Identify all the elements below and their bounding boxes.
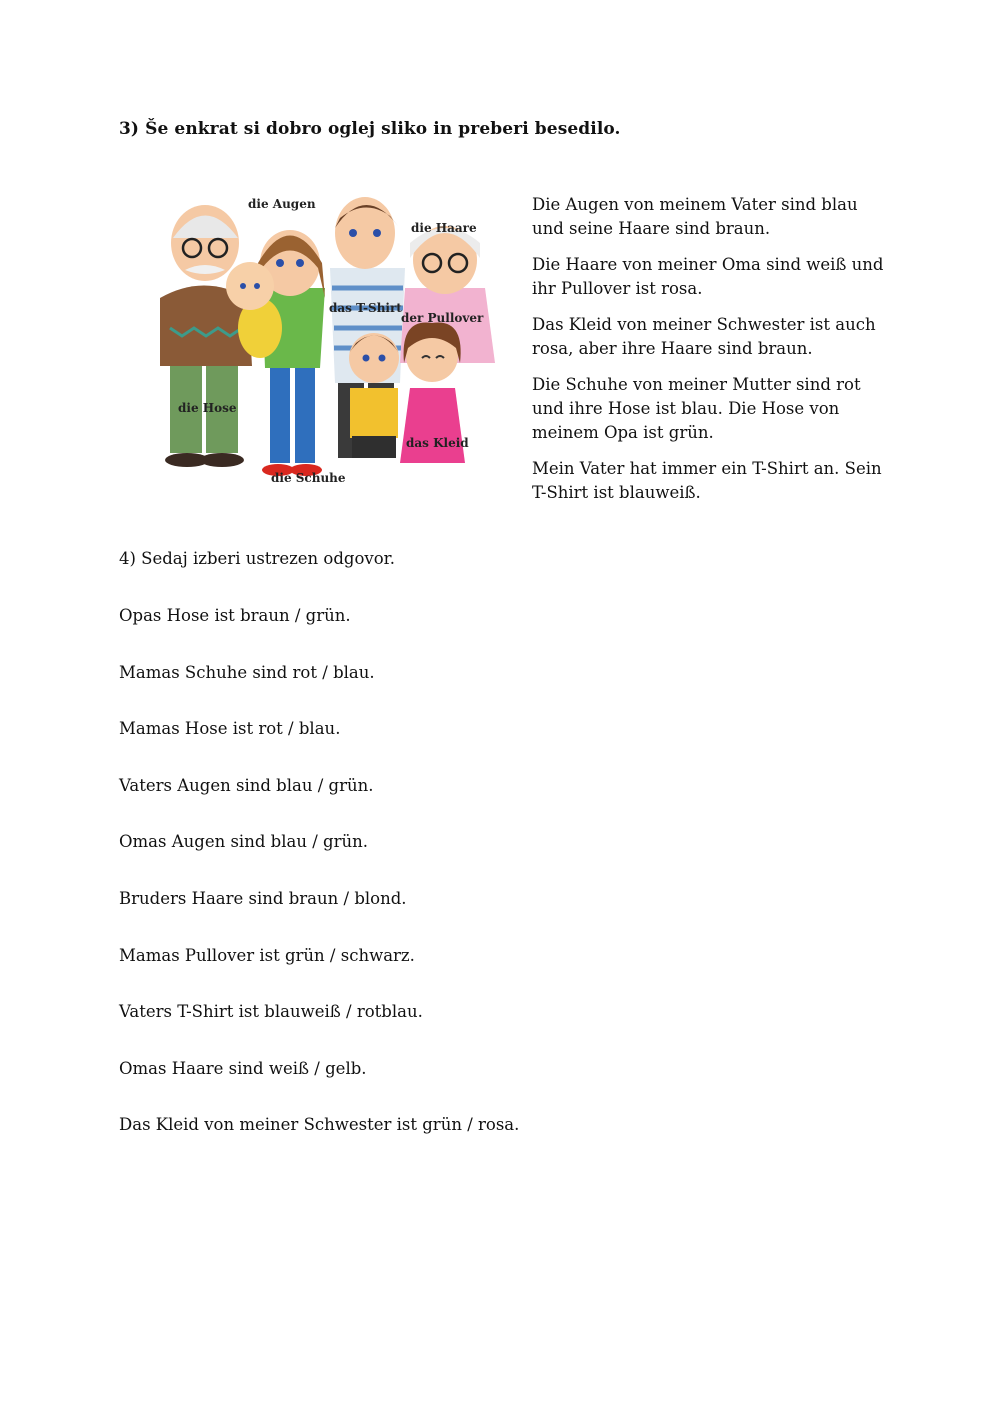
reading-text [532,193,892,517]
question-suffix: . [401,888,407,908]
question-suffix: . [409,945,415,965]
question-prefix: Bruders Haare sind [119,888,289,908]
answer-option-2[interactable]: blau [298,719,336,739]
label-augen: die Augen [248,197,316,211]
answer-option-1[interactable]: grün [422,1115,462,1135]
question-prefix: Omas Haare sind [119,1058,269,1078]
question-suffix: . [361,1058,367,1078]
question-item [119,1057,519,1114]
answer-option-1[interactable]: weiß [268,1058,310,1078]
answer-option-1[interactable]: rot [292,662,317,682]
family-illustration [160,188,505,488]
option-separator: / [340,1002,357,1022]
question-prefix: Mamas Pullover ist [119,945,285,965]
question-suffix: . [417,1002,423,1022]
label-pullover: der Pullover [401,311,484,325]
reading-paragraph: Die Augen von meinem Vater sind blau und seine Haare sind braun. [532,195,858,238]
question-suffix: . [369,662,375,682]
answer-option-2[interactable]: blond [354,888,402,908]
task-4-title: 4) Sedaj izberi ustrezen odgovor. [119,549,395,568]
answer-option-2[interactable]: gelb [325,1058,362,1078]
question-prefix: Omas Augen sind [119,832,271,852]
answer-option-2[interactable]: grün [328,775,369,795]
option-separator: / [306,832,324,852]
question-item [119,604,519,661]
answer-option-2[interactable]: blau [333,662,370,682]
question-item [119,661,519,718]
answer-option-1[interactable]: blau [270,832,307,852]
option-separator: / [309,1058,326,1078]
option-separator: / [312,775,329,795]
question-item [119,1113,519,1170]
reading-paragraph: Mein Vater hat immer ein T-Shirt an. Sein T-Shirt ist blauweiß. [532,459,882,502]
question-item [119,944,519,1001]
reading-paragraph: Die Haare von meiner Oma sind weiß und ihr Pullover ist rosa. [532,255,884,298]
label-hose: die Hose [178,401,237,415]
brother-figure [349,333,399,458]
grandpa-figure [160,205,252,467]
question-prefix: Vaters Augen sind [119,775,277,795]
answer-option-1[interactable]: braun [240,606,290,625]
question-prefix: Mamas Hose ist [119,719,259,739]
option-separator: / [461,1115,479,1135]
answer-option-2[interactable]: grün [305,606,346,625]
label-haare: die Haare [411,221,477,235]
answer-option-2[interactable]: grün [323,832,363,852]
answer-option-2[interactable]: rosa [478,1115,515,1135]
question-prefix: Mamas Schuhe sind [119,662,293,682]
option-separator: / [324,945,341,965]
reading-paragraph: Das Kleid von meiner Schwester ist auch rosa, aber ihre Haare sind braun. [532,315,876,358]
question-list [119,604,519,1170]
question-suffix: . [345,606,351,625]
question-suffix: . [362,832,368,852]
question-suffix: . [335,719,341,739]
answer-option-1[interactable]: braun [288,888,339,908]
option-separator: / [289,606,306,625]
answer-option-1[interactable]: rot [258,719,283,739]
question-item [119,887,519,944]
answer-option-1[interactable]: blauweiß [264,1002,341,1022]
question-item [119,774,519,831]
question-suffix: . [514,1115,520,1135]
reading-paragraph: Die Schuhe von meiner Mutter sind rot und ihre Hose ist blau. Die Hose von meinem Opa ist grün. [532,375,861,442]
question-prefix: Das Kleid von meiner Schwester ist [119,1115,423,1135]
answer-option-2[interactable]: schwarz [340,945,410,965]
option-separator: / [317,662,334,682]
answer-option-1[interactable]: blau [276,775,313,795]
answer-option-2[interactable]: rotblau [356,1002,418,1022]
question-item [119,1000,519,1057]
question-item [119,830,519,887]
option-separator: / [338,888,355,908]
option-separator: / [282,719,299,739]
question-prefix: Vaters T-Shirt ist [119,1002,265,1022]
label-tshirt: das T-Shirt [329,301,402,315]
label-kleid: das Kleid [406,436,469,450]
answer-option-1[interactable]: grün [284,945,325,965]
question-prefix: Opas Hose ist [119,606,241,625]
label-schuhe: die Schuhe [271,471,346,485]
question-item [119,717,519,774]
task-3-title: 3) Še enkrat si dobro oglej sliko in preberi besedilo. [119,119,621,139]
question-suffix: . [368,775,374,795]
